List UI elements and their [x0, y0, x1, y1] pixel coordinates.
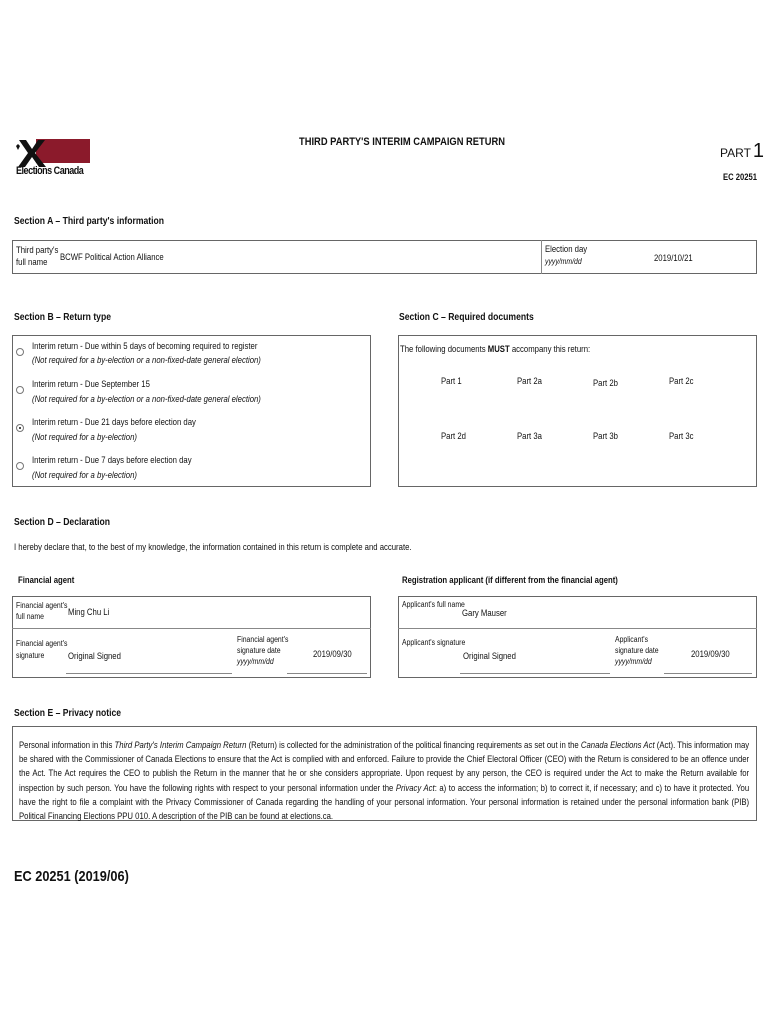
logo-wordmark: Elections Canada [16, 165, 84, 177]
section-c-box [398, 335, 757, 487]
form-title: THIRD PARTY'S INTERIM CAMPAIGN RETURN [299, 136, 506, 148]
required-part-2b: Part 2b [593, 378, 618, 388]
part-label: PART [720, 146, 751, 160]
required-part-2a: Part 2a [517, 376, 542, 386]
financial-agent-name-value[interactable]: Ming Chu Li [68, 607, 110, 617]
required-part-2c: Part 2c [669, 376, 694, 386]
declaration-text: I hereby declare that, to the best of my knowledge, the information contained in this return is complete and accurate. [14, 542, 412, 552]
election-day-value[interactable]: 2019/10/21 [654, 253, 693, 263]
applicant-name-value[interactable]: Gary Mauser [462, 608, 507, 618]
applicant-date-value[interactable]: 2019/09/30 [691, 649, 730, 659]
required-part-2d: Part 2d [441, 431, 466, 441]
election-day-format: yyyy/mm/dd [545, 257, 582, 266]
financial-agent-heading: Financial agent [18, 575, 75, 585]
elections-canada-logo [13, 136, 93, 180]
form-version: EC 20251 (2019/06) [14, 868, 129, 885]
return-type-note-2: (Not required for a by-election or a non-fixed-date general election) [32, 394, 261, 404]
return-type-radio-2[interactable] [16, 386, 24, 394]
applicant-name-label: Applicant's full name [402, 600, 465, 609]
return-type-radio-4[interactable] [16, 462, 24, 470]
applicant-row-divider [398, 628, 757, 629]
return-type-label-3: Interim return - Due 21 days before election day [32, 417, 196, 427]
financial-agent-date-label: Financial agent's signature date yyyy/mm/dd [237, 635, 289, 666]
financial-agent-signature-value[interactable]: Original Signed [68, 651, 121, 661]
applicant-signature-line [460, 673, 610, 674]
part-number: 1 [752, 140, 765, 162]
third-party-name-value[interactable]: BCWF Political Action Alliance [60, 252, 164, 262]
required-part-3c: Part 3c [669, 431, 694, 441]
financial-agent-date-line [287, 673, 367, 674]
section-b-heading: Section B – Return type [14, 312, 112, 323]
section-d-heading: Section D – Declaration [14, 517, 111, 528]
required-part-3a: Part 3a [517, 431, 542, 441]
applicant-date-label: Applicant's signature date yyyy/mm/dd [615, 635, 659, 666]
required-part-3b: Part 3b [593, 431, 618, 441]
return-type-radio-3[interactable] [16, 424, 24, 432]
must-emphasis: MUST [487, 344, 510, 354]
financial-agent-name-label: Financial agent's full name [16, 601, 68, 621]
section-a-heading: Section A – Third party's information [14, 216, 165, 227]
part-indicator [720, 140, 764, 163]
return-type-note-3: (Not required for a by-election) [32, 432, 137, 442]
section-e-heading: Section E – Privacy notice [14, 708, 122, 719]
applicant-heading: Registration applicant (if different from the financial agent) [402, 575, 618, 585]
section-a-divider [541, 240, 542, 274]
applicant-date-line [664, 673, 752, 674]
return-type-label-2: Interim return - Due September 15 [32, 379, 150, 389]
financial-agent-date-value[interactable]: 2019/09/30 [313, 649, 352, 659]
election-day-label: Election day [545, 244, 588, 254]
return-type-label-1: Interim return - Due within 5 days of becoming required to register [32, 341, 258, 351]
financial-agent-signature-line [66, 673, 232, 674]
privacy-notice-text: Personal information in this Third Party's Interim Campaign Return (Return) is collected for the administration of the political financing requirements as set out in the Canada Elections Act (Act). This information may be shared with the Commissioner of Canada Elections to ensure that the Act is complied with and enforced. Failure to provide the Chief Electoral Officer (CEO) with the Return is considered to be an offence under the Act. The Act requires the CEO to publish the Return in the manner that he or she considers appropriate. Upon request by any person, the CEO is required under the Act to make the Return available for inspection by such person. You have the following rights with respect to your personal information under the Privacy Act: a) to access the information; b) to correct it, if necessary; and c) to have it protected. You have the right to file a complaint with the Privacy Commissioner of Canada regarding the handling of your personal information. Your personal information is retained under the personal information bank (PIB) Political Financing Elections PPU 010. A description of the PIB can be found at elections.ca. [19, 740, 750, 822]
required-part-1: Part 1 [441, 376, 462, 386]
return-type-radio-1[interactable] [16, 348, 24, 356]
applicant-signature-label: Applicant's signature [402, 638, 466, 647]
return-type-note-4: (Not required for a by-election) [32, 470, 137, 480]
applicant-signature-value[interactable]: Original Signed [463, 651, 516, 661]
financial-agent-signature-label: Financial agent's signature [16, 639, 68, 660]
financial-agent-row-divider [12, 628, 371, 629]
required-documents-intro: The following documents MUST accompany this return: [400, 344, 591, 354]
return-type-label-4: Interim return - Due 7 days before election day [32, 455, 192, 465]
form-code: EC 20251 [723, 172, 758, 182]
return-type-note-1: (Not required for a by-election or a non-fixed-date general election) [32, 355, 261, 365]
section-c-heading: Section C – Required documents [399, 312, 534, 323]
third-party-name-label: Third party's full name [16, 245, 59, 267]
